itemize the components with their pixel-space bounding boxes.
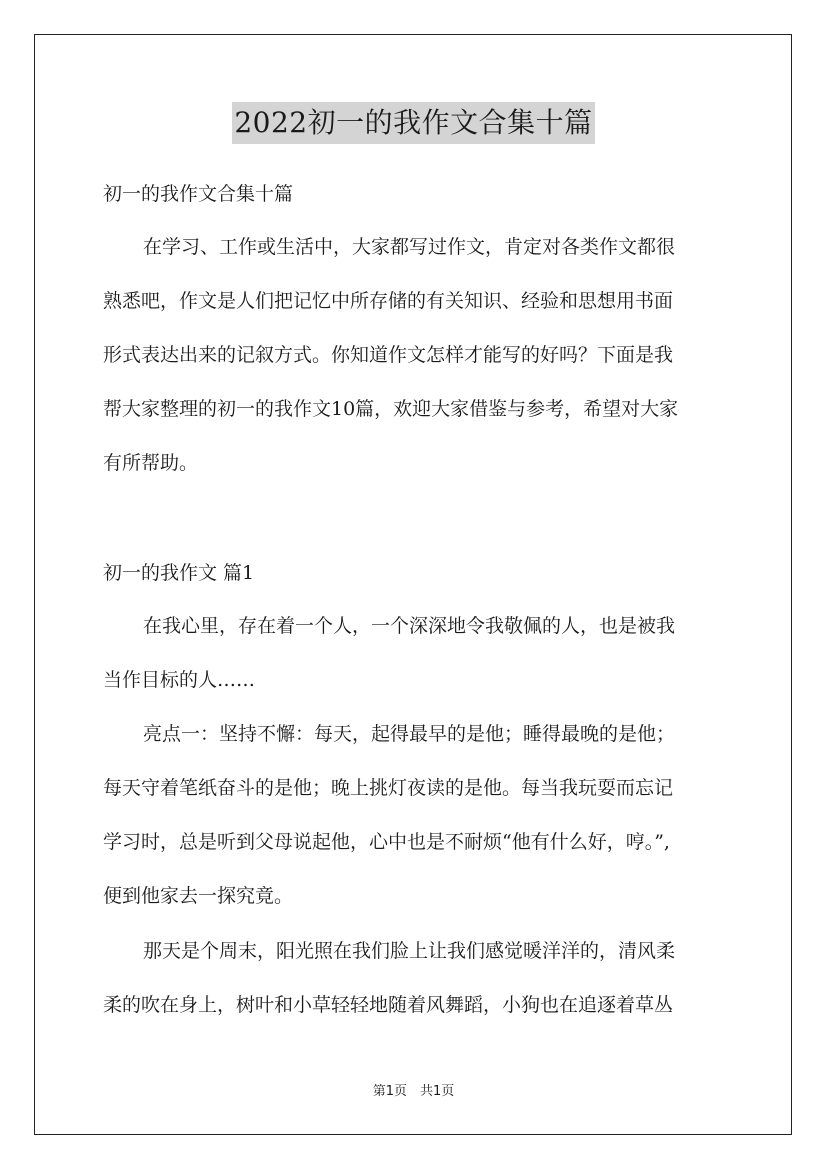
body-line-1: 在我心里，存在着一个人，一个深深地令我敬佩的人，也是被我 — [143, 615, 676, 637]
section-heading: 初一的我作文 篇1 — [103, 562, 255, 584]
intro-line-5: 有所帮助。 — [103, 452, 199, 474]
page-number: 第1页 共1页 — [372, 1084, 455, 1099]
intro-line-2: 熟悉吧，作文是人们把记忆中所存储的有关知识、经验和思想用书面 — [103, 290, 674, 312]
body-line-5: 学习时，总是听到父母说起他，心中也是不耐烦“他有什么好，哼。”, — [103, 831, 670, 853]
document-title-text: 2022初一的我作文合集十篇 — [232, 102, 594, 144]
body-line-2: 当作目标的人…… — [103, 669, 256, 691]
body-line-8: 柔的吹在身上，树叶和小草轻轻地随着风舞蹈，小狗也在追逐着草丛 — [103, 994, 674, 1016]
document-title — [0, 102, 827, 144]
intro-line-1: 在学习、工作或生活中，大家都写过作文，肯定对各类作文都很 — [143, 236, 676, 258]
body-line-6: 便到他家去一探究竟。 — [103, 885, 294, 907]
body-line-4: 每天守着笔纸奋斗的是他；晚上挑灯夜读的是他。每当我玩耍而忘记 — [103, 777, 674, 799]
intro-line-3: 形式表达出来的记叙方式。你知道作文怎样才能写的好吗？下面是我 — [103, 344, 674, 366]
page-footer — [0, 1083, 827, 1101]
body-line-3: 亮点一：坚持不懈：每天，起得最早的是他；睡得最晚的是他； — [143, 723, 676, 745]
intro-line-4: 帮大家整理的初一的我作文10篇，欢迎大家借鉴与参考，希望对大家 — [103, 398, 679, 420]
document-subtitle: 初一的我作文合集十篇 — [103, 183, 294, 205]
body-line-7: 那天是个周末，阳光照在我们脸上让我们感觉暖洋洋的，清风柔 — [143, 940, 676, 962]
